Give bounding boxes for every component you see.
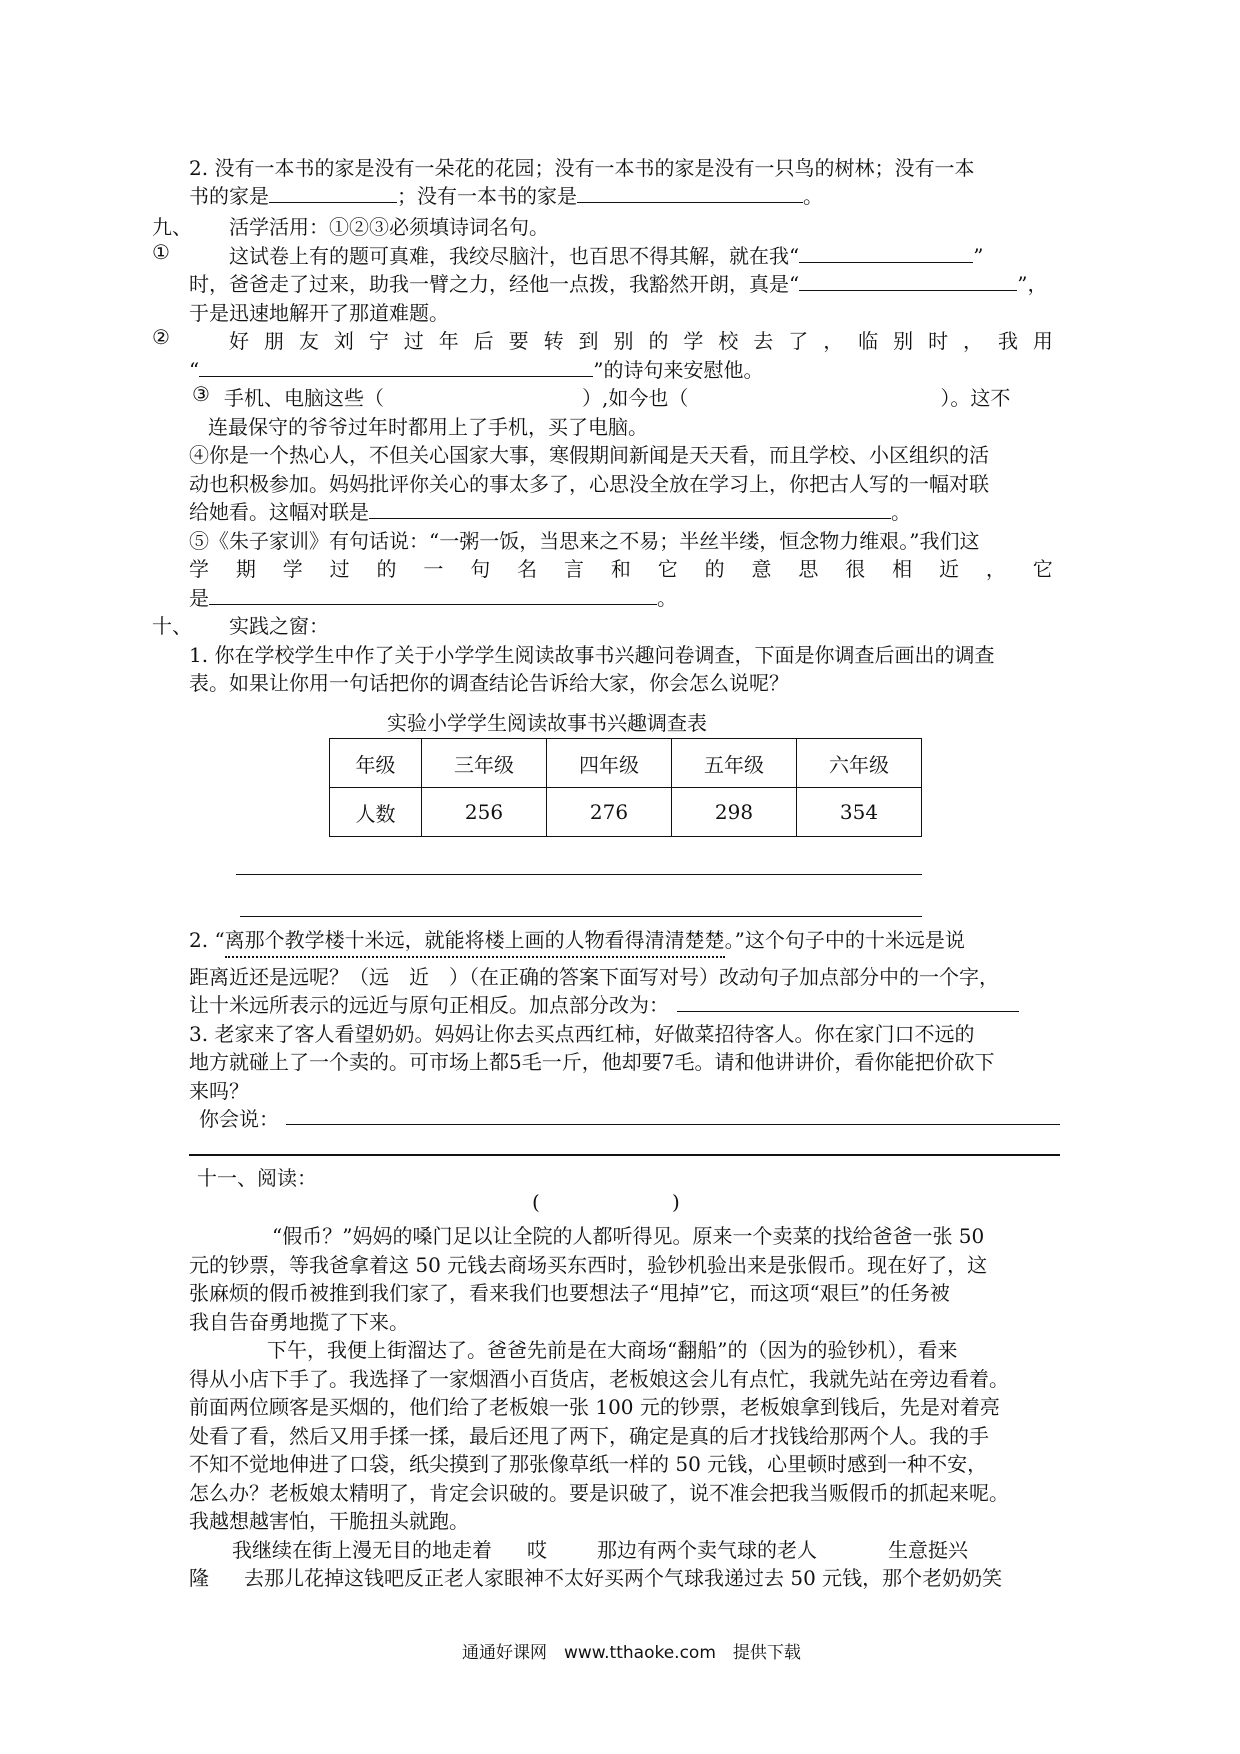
answer-blank[interactable] [369, 498, 891, 519]
s10-q3-line3: 来吗？ [189, 1079, 249, 1103]
spaced-char: 意 [751, 557, 772, 581]
p1-line: 张麻烦的假币被推到我们家了，看来我们也要想法子“甩掉”它，而这项“艰巨”的任务被 [189, 1281, 950, 1305]
story-title-close-paren: ) [672, 1190, 680, 1214]
spaced-char: 近 [939, 557, 959, 581]
spaced-char: 它 [657, 557, 678, 581]
p3-fragment: 哎 [527, 1538, 547, 1562]
spaced-char: 一 [423, 557, 444, 581]
s8-item2-line2 [189, 180, 823, 209]
s8-item2-text-c: 。 [803, 184, 823, 208]
spaced-char: 用 [1032, 329, 1053, 353]
spaced-char: 名 [517, 557, 538, 581]
q4-line2: 动也积极参加。妈妈批评你关心的事太多了，心思没全放在学习上，你把古人写的一幅对联 [189, 472, 989, 496]
spaced-char: 思 [798, 557, 819, 581]
spaced-char: 和 [610, 557, 631, 581]
spaced-char: 句 [470, 557, 491, 581]
spaced-char: 相 [892, 557, 913, 581]
q1-text-c: 时，爸爸走了过来，助我一臂之力，经他一点拨，我豁然开朗，真是“ [189, 272, 800, 296]
answer-blank[interactable] [269, 182, 397, 203]
s10-q2-text-a: 2. “ [189, 928, 225, 952]
p2-line: 我越想越害怕，干脆扭头就跑。 [189, 1509, 469, 1533]
table-cell: 五年级 [672, 739, 797, 788]
s10-q2-text-b: 。”这个句子中的十米远是说 [724, 928, 965, 952]
answer-blank[interactable] [799, 270, 1017, 291]
answer-blank[interactable] [209, 584, 657, 605]
table-cell: 三年级 [422, 739, 547, 788]
section-9-number: 九、 [152, 215, 192, 239]
q3-text-b: ）,如今也（ [582, 386, 689, 410]
s8-item2-text-b: ；没有一本书的家是 [397, 184, 577, 208]
spaced-char: 的 [648, 329, 669, 353]
spaced-char: 后 [473, 329, 494, 353]
q4-text-a: 给她看。这幅对联是 [189, 500, 369, 524]
q4-line3 [189, 496, 911, 525]
p3-fragment: 那边有两个卖气球的老人 [597, 1538, 817, 1562]
spaced-char: 过 [329, 557, 350, 581]
spaced-char: 期 [235, 557, 256, 581]
q1-line1 [229, 240, 983, 269]
spaced-char: 学 [189, 557, 209, 581]
spaced-char: 转 [543, 329, 564, 353]
p1-line: “假币？”妈妈的嗓门足以让全院的人都听得见。原来一个卖菜的找给爸爸一张 50 [272, 1224, 985, 1248]
section-9-title: 活学活用：①②③必须填诗词名句。 [229, 215, 549, 239]
spaced-char: 学 [282, 557, 303, 581]
table-cell: 六年级 [797, 739, 922, 788]
spaced-char: 临 [858, 329, 879, 353]
p2-line: 前面两位顾客是买烟的，他们给了老板娘一张 100 元的钞票，老板娘拿到钱后，先是对着亮 [189, 1395, 1000, 1419]
p1-line: 元的钞票，等我爸拿着这 50 元钱去商场买东西时，验钞机验出来是张假币。现在好了，这 [189, 1253, 988, 1277]
spaced-char: ， [823, 329, 844, 353]
spaced-char: 了 [788, 329, 809, 353]
q2-line1 [229, 325, 1053, 354]
q1-text-b: ” [973, 244, 984, 268]
q3-line2: 连最保守的爷爷过年时都用上了手机，买了电脑。 [208, 415, 648, 439]
spaced-char: 友 [298, 329, 319, 353]
story-title-open-paren: ( [532, 1190, 540, 1214]
table-row [330, 739, 922, 788]
spaced-char: 朋 [263, 329, 284, 353]
q5-text-a: 是 [189, 586, 209, 610]
table-cell: 四年级 [547, 739, 672, 788]
q5-line1: ⑤《朱子家训》有句话说：“一粥一饭，当思来之不易；半丝半缕，恒念物力维艰。”我们这 [189, 529, 980, 553]
p2-line: 处看了看，然后又用手揉一揉，最后还甩了两下，确定是真的后才找钱给那两个人。我的手 [189, 1424, 989, 1448]
p3-fragment: 生意挺兴 [888, 1538, 968, 1562]
dotted-sentence: 离那个教学楼十米远，就能将楼上画的人物看得清清楚楚 [225, 924, 725, 958]
q1-text-d: ”， [1017, 272, 1048, 296]
p3-fragment: 我继续在街上漫无目的地走着 [232, 1538, 492, 1562]
q2-marker: ② [152, 325, 170, 349]
table-cell: 人数 [330, 788, 422, 837]
s10-q1-line1: 1. 你在学校学生中作了关于小学学生阅读故事书兴趣问卷调查，下面是你调查后画出的调查 [189, 643, 995, 667]
spaced-char: 过 [403, 329, 424, 353]
spaced-char: 刘 [333, 329, 354, 353]
table-cell: 298 [672, 788, 797, 837]
say-label: 你会说： [199, 1107, 279, 1131]
spaced-char: 很 [845, 557, 866, 581]
spaced-char: ， [963, 329, 984, 353]
spaced-char: 别 [613, 329, 634, 353]
p1-line: 我自告奋勇地揽了下来。 [189, 1310, 409, 1334]
q3-marker: ③ [192, 382, 210, 406]
section-11-title: 十一、阅读： [197, 1166, 317, 1190]
spaced-char: 时 [928, 329, 949, 353]
q4-line1: ④你是一个热心人，不但关心国家大事，寒假期间新闻是天天看，而且学校、小区组织的活 [189, 443, 989, 467]
q2-text-a: “ [189, 358, 200, 382]
table-cell: 年级 [330, 739, 422, 788]
spaced-char: 要 [508, 329, 529, 353]
s10-q3-line1: 3. 老家来了客人看望奶奶。妈妈让你去买点西红柿，好做菜招待客人。你在家门口不远的 [189, 1022, 975, 1046]
s10-q2-line3 [189, 989, 1019, 1018]
s10-q2-line2: 距离近还是远呢？（远 近 ）（在正确的答案下面写对号）改动句子加点部分中的一个字， [189, 965, 999, 989]
spaced-char: 的 [376, 557, 397, 581]
p2-line: 不知不觉地伸进了口袋，纸尖摸到了那张像草纸一样的 50 元钱，心里顿时感到一种不安， [189, 1452, 988, 1476]
q2-text-b: ”的诗句来安慰他。 [593, 358, 764, 382]
p2-line: 得从小店下手了。我选择了一家烟酒小百货店，老板娘这会儿有点忙，我就先站在旁边看着。 [189, 1367, 1009, 1391]
s8-item2-text-a: 书的家是 [189, 184, 269, 208]
table-cell: 256 [422, 788, 547, 837]
q1-line2 [189, 268, 1047, 297]
survey-table-title: 实验小学学生阅读故事书兴趣调查表 [387, 711, 707, 735]
q5-line3 [189, 582, 677, 611]
answer-line[interactable] [240, 916, 922, 917]
answer-blank[interactable] [677, 991, 1019, 1012]
p3-fragment: 隆 [189, 1566, 209, 1590]
q5-line2 [189, 553, 1053, 582]
section-10-title: 实践之窗： [229, 614, 329, 638]
spaced-char: 它 [1032, 557, 1053, 581]
q1-text-a: 这试卷上有的题可真难，我绞尽脑汁，也百思不得其解，就在我“ [229, 244, 800, 268]
spaced-char: 学 [683, 329, 704, 353]
answer-blank[interactable] [577, 182, 803, 203]
q5-text-b: 。 [657, 586, 677, 610]
q1-line3: 于是迅速地解开了那道难题。 [189, 301, 449, 325]
spaced-char: ， [985, 557, 1006, 581]
table-cell: 354 [797, 788, 922, 837]
s10-q2-text-c: 让十米远所表示的远近与原句正相反。加点部分改为： [189, 993, 669, 1017]
q2-line2 [189, 354, 763, 383]
answer-blank[interactable] [799, 242, 973, 263]
s10-q2-line1 [189, 924, 965, 958]
table-cell: 276 [547, 788, 672, 837]
table-row [330, 788, 922, 837]
q4-text-b: 。 [891, 500, 911, 524]
s10-q3-line2: 地方就碰上了一个卖的。可市场上都5毛一斤，他却要7毛。请和他讲讲价，看你能把价砍下 [189, 1050, 995, 1074]
s8-item2-line1: 2. 没有一本书的家是没有一朵花的花园；没有一本书的家是没有一只鸟的树林；没有一本 [189, 156, 975, 180]
spaced-char: 年 [438, 329, 459, 353]
spaced-char: 好 [229, 329, 249, 353]
spaced-char: 我 [997, 329, 1018, 353]
q3-text-c: ）。这不 [940, 386, 1011, 410]
section-divider [189, 1154, 1060, 1156]
q3-line1 [224, 382, 1010, 411]
spaced-char: 宁 [368, 329, 389, 353]
spaced-char: 别 [893, 329, 914, 353]
spaced-char: 去 [753, 329, 774, 353]
p2-line: 怎么办？老板娘太精明了，肯定会识破的。要是识破了，说不准会把我当贩假币的抓起来呢。 [189, 1481, 1009, 1505]
footer-credit: 通通好课网 www.tthaoke.com 提供下载 [462, 1643, 801, 1663]
p2-line: 下午，我便上街溜达了。爸爸先前是在大商场“翻船”的（因为的验钞机），看来 [267, 1338, 958, 1362]
q1-marker: ① [152, 240, 170, 264]
survey-table [329, 738, 922, 837]
spaced-char: 的 [704, 557, 725, 581]
section-10-number: 十、 [152, 614, 192, 638]
spaced-char: 到 [578, 329, 599, 353]
s10-q1-line2: 表。如果让你用一句话把你的调查结论告诉给大家，你会怎么说呢？ [189, 671, 789, 695]
p3-fragment: 去那儿花掉这钱吧反正老人家眼神不太好买两个气球我递过去 50 元钱，那个老奶奶笑 [244, 1566, 1003, 1590]
answer-line[interactable] [236, 874, 922, 875]
answer-blank[interactable] [199, 356, 593, 377]
spaced-char: 言 [564, 557, 584, 581]
spaced-char: 校 [718, 329, 739, 353]
answer-line[interactable] [286, 1124, 1060, 1125]
q3-text-a: 手机、电脑这些（ [224, 386, 384, 410]
